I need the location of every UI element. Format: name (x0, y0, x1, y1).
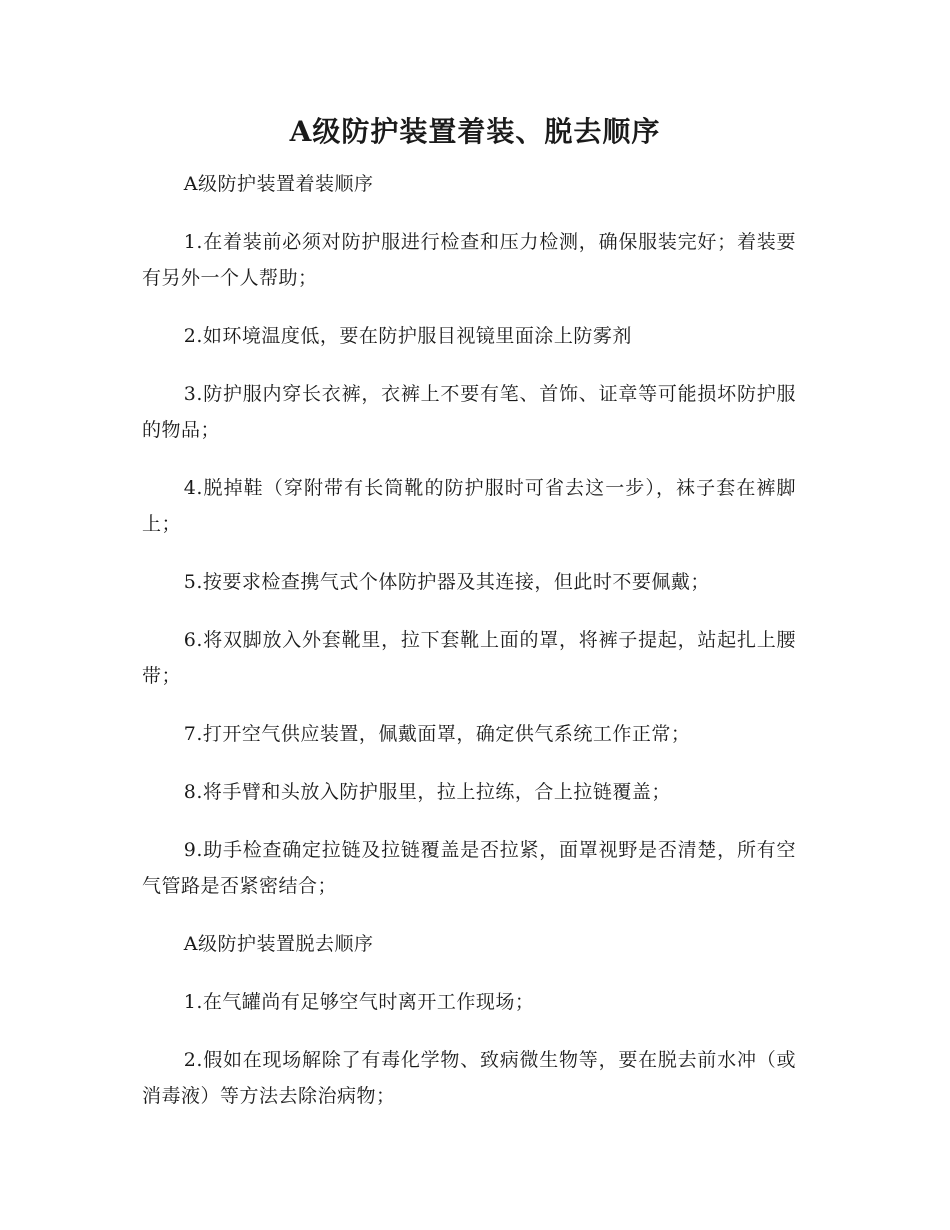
doffing-step-1: 1.在气罐尚有足够空气时离开工作现场； (183, 991, 535, 1013)
donning-step-9: 9.助手检查确定拉链及拉链覆盖是否拉紧，面罩视野是否清楚，所有空气管路是否紧密结合； (142, 839, 796, 897)
doffing-step-2: 2.假如在现场解除了有毒化学物、致病微生物等，要在脱去前水冲（或消毒液）等方法去除治病物； (142, 1049, 796, 1107)
document-title: A级防护装置着装、脱去顺序 (289, 115, 661, 148)
donning-step-2: 2.如环境温度低，要在防护服目视镜里面涂上防雾剂 (183, 325, 632, 347)
document-body (142, 166, 796, 1136)
donning-step-3: 3.防护服内穿长衣裤，衣裤上不要有笔、首饰、证章等可能损坏防护服的物品； (142, 383, 796, 441)
section-heading-doffing: A级防护装置脱去顺序 (183, 933, 374, 955)
donning-step-5: 5.按要求检查携气式个体防护器及其连接，但此时不要佩戴； (183, 571, 710, 593)
donning-step-8: 8.将手臂和头放入防护服里，拉上拉练，合上拉链覆盖； (183, 781, 671, 803)
donning-step-7: 7.打开空气供应装置，佩戴面罩，确定供气系统工作正常； (183, 723, 691, 745)
donning-step-1: 1.在着装前必须对防护服进行检查和压力检测，确保服装完好；着装要有另外一个人帮助； (142, 231, 796, 289)
donning-step-6: 6.将双脚放入外套靴里，拉下套靴上面的罩，将裤子提起，站起扎上腰带； (142, 629, 796, 687)
section-heading-donning: A级防护装置着装顺序 (183, 173, 374, 195)
donning-step-4: 4.脱掉鞋（穿附带有长筒靴的防护服时可省去这一步），袜子套在裤脚上； (142, 477, 796, 535)
